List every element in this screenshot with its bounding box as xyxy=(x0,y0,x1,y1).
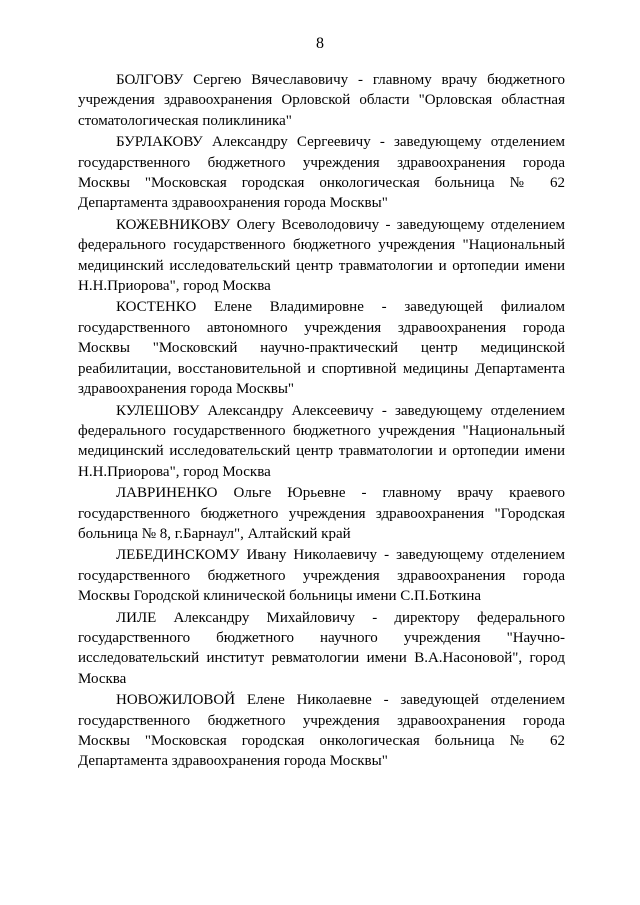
list-item: КОСТЕНКО Елене Владимировне - заведующей филиалом государственного автономного учреждения здравоохранения города Москвы "Московский научно-практический центр медицинской реабилитации, восстановительной и спортивной медицины Департамента здравоохранения города Москвы" xyxy=(78,299,565,398)
list-item: БОЛГОВУ Сергею Вячеславовичу - главному врачу бюджетного учреждения здравоохранения Орловской области "Орловская областная стоматологическая поликлиника" xyxy=(78,72,565,129)
list-item: НОВОЖИЛОВОЙ Елене Николаевне - заведующей отделением государственного бюджетного учреждения здравоохранения города Москвы "Московская городская онкологическая больница № 62 Департамента здравоохранения города Москвы" xyxy=(78,692,565,770)
list-item: БУРЛАКОВУ Александру Сергеевичу - заведующему отделением государственного бюджетного учреждения здравоохранения города Москвы "Московская городская онкологическая больница № 62 Департамента здравоохранения города Москвы" xyxy=(78,134,565,212)
list-item: ЛАВРИНЕНКО Ольге Юрьевне - главному врачу краевого государственного бюджетного учреждения здравоохранения "Городская больница № 8, г.Барнаул", Алтайский край xyxy=(78,485,565,542)
list-item: ЛЕБЕДИНСКОМУ Ивану Николаевичу - заведующему отделением государственного бюджетного учреждения здравоохранения города Москвы Городской клинической больницы имени С.П.Боткина xyxy=(78,547,565,605)
list-item: КОЖЕВНИКОВУ Олегу Всеволодовичу - заведующему отделением федерального государственного бюджетного учреждения "Национальный медицинский исследовательский центр травматологии и ортопедии имени Н.Н.Приорова", город Москва xyxy=(78,216,565,295)
list-item: ЛИЛЕ Александру Михайловичу - директору федерального государственного бюджетного научного учреждения "Научно-исследовательский институт ревматологии имени В.А.Насоновой", город Москва xyxy=(78,609,565,687)
list-item: КУЛЕШОВУ Александру Алексеевичу - заведующему отделением федерального государственного бюджетного учреждения "Национальный медицинский исследовательский центр травматологии и ортопедии имени Н.Н.Приорова", город Москва xyxy=(78,402,565,480)
award-list xyxy=(78,70,565,773)
page-number: 8 xyxy=(316,35,324,52)
